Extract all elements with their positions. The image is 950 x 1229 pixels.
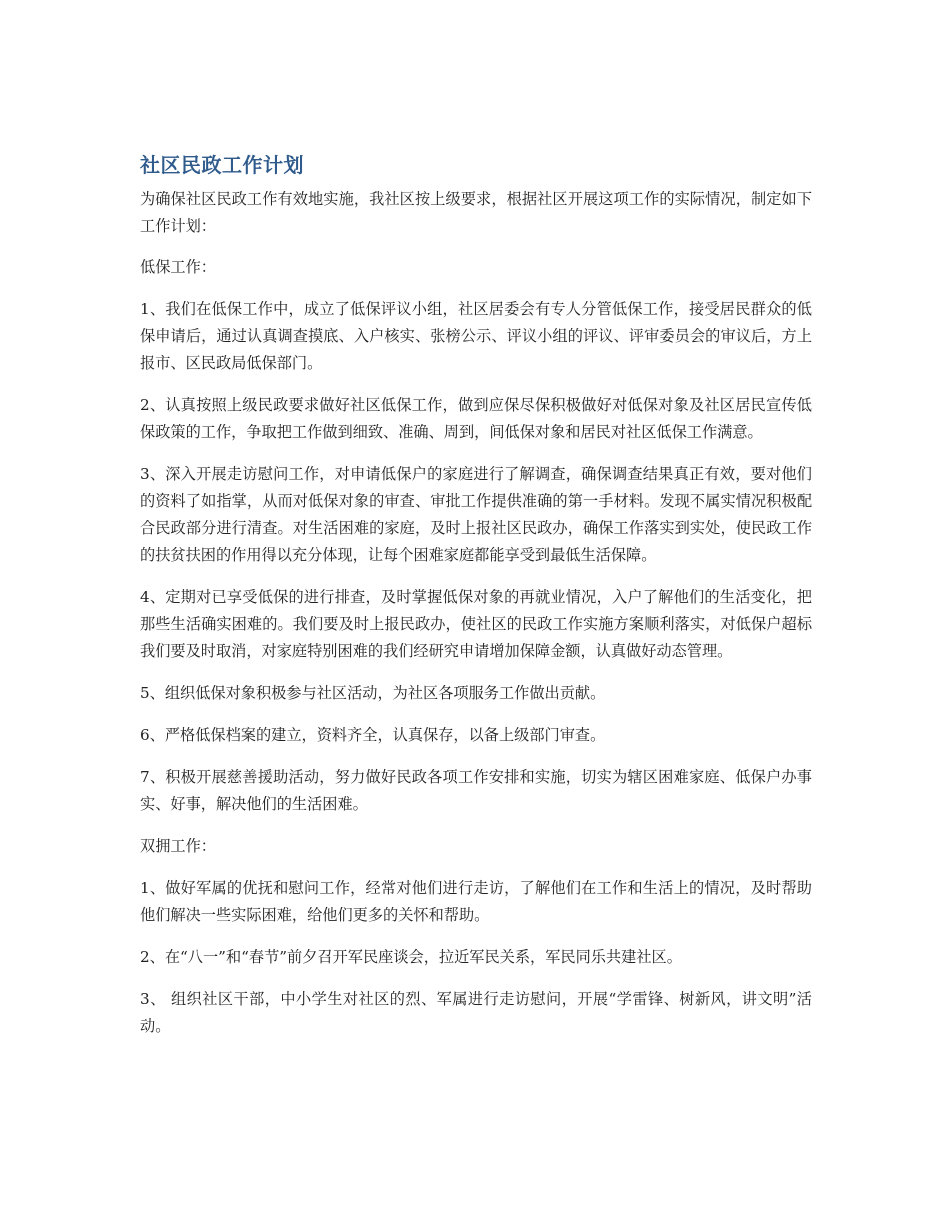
document-title: 社区民政工作计划 bbox=[140, 153, 304, 177]
dibao-item-5: 5、组织低保对象积极参与社区活动，为社区各项服务工作做出贡献。 bbox=[140, 684, 606, 702]
document-page bbox=[140, 150, 812, 1055]
section-heading-dibao: 低保工作： bbox=[140, 258, 216, 276]
dibao-item-1: 1、我们在低保工作中，成立了低保评议小组，社区居委会有专人分管低保工作，接受居民群众的低保申请后，通过认真调查摸底、入户核实、张榜公示、评议小组的评议、评审委员会的审议后，方上报市、区民政局低保部门。 bbox=[140, 300, 812, 372]
shuangyong-item-2: 2、在“八一”和“春节”前夕召开军民座谈会，拉近军民关系，军民同乐共建社区。 bbox=[140, 948, 682, 966]
dibao-item-4: 4、定期对已享受低保的进行排查，及时掌握低保对象的再就业情况，入户了解他们的生活变化，把那些生活确实困难的。我们要及时上报民政办，使社区的民政工作实施方案顺利落实，对低保户超标我们要及时取消，对家庭特别困难的我们经研究申请增加保障金额，认真做好动态管理。 bbox=[140, 588, 812, 660]
intro-paragraph: 为确保社区民政工作有效地实施，我社区按上级要求，根据社区开展这项工作的实际情况，制定如下工作计划： bbox=[140, 190, 812, 235]
section-heading-shuangyong: 双拥工作： bbox=[140, 837, 216, 855]
dibao-item-2: 2、认真按照上级民政要求做好社区低保工作，做到应保尽保积极做好对低保对象及社区居民宣传低保政策的工作，争取把工作做到细致、准确、周到，间低保对象和居民对社区低保工作满意。 bbox=[140, 396, 812, 441]
shuangyong-item-1: 1、做好军属的优抚和慰问工作，经常对他们进行走访，了解他们在工作和生活上的情况，及时帮助他们解决一些实际困难，给他们更多的关怀和帮助。 bbox=[140, 879, 812, 924]
dibao-item-6: 6、严格低保档案的建立，资料齐全，认真保存，以备上级部门审查。 bbox=[140, 726, 606, 744]
dibao-item-7: 7、积极开展慈善援助活动，努力做好民政各项工作安排和实施，切实为辖区困难家庭、低保户办事实、好事，解决他们的生活困难。 bbox=[140, 768, 812, 813]
shuangyong-item-3: 3、 组织社区干部，中小学生对社区的烈、军属进行走访慰问，开展“学雷锋、树新风，讲文明”活动。 bbox=[140, 990, 812, 1035]
dibao-item-3: 3、深入开展走访慰问工作，对申请低保户的家庭进行了解调查，确保调查结果真正有效，要对他们的资料了如指掌，从而对低保对象的审查、审批工作提供准确的第一手材料。发现不属实情况积极配合民政部分进行清查。对生活困难的家庭，及时上报社区民政办，确保工作落实到实处，使民政工作的扶贫扶困的作用得以充分体现，让每个困难家庭都能享受到最低生活保障。 bbox=[140, 465, 812, 564]
